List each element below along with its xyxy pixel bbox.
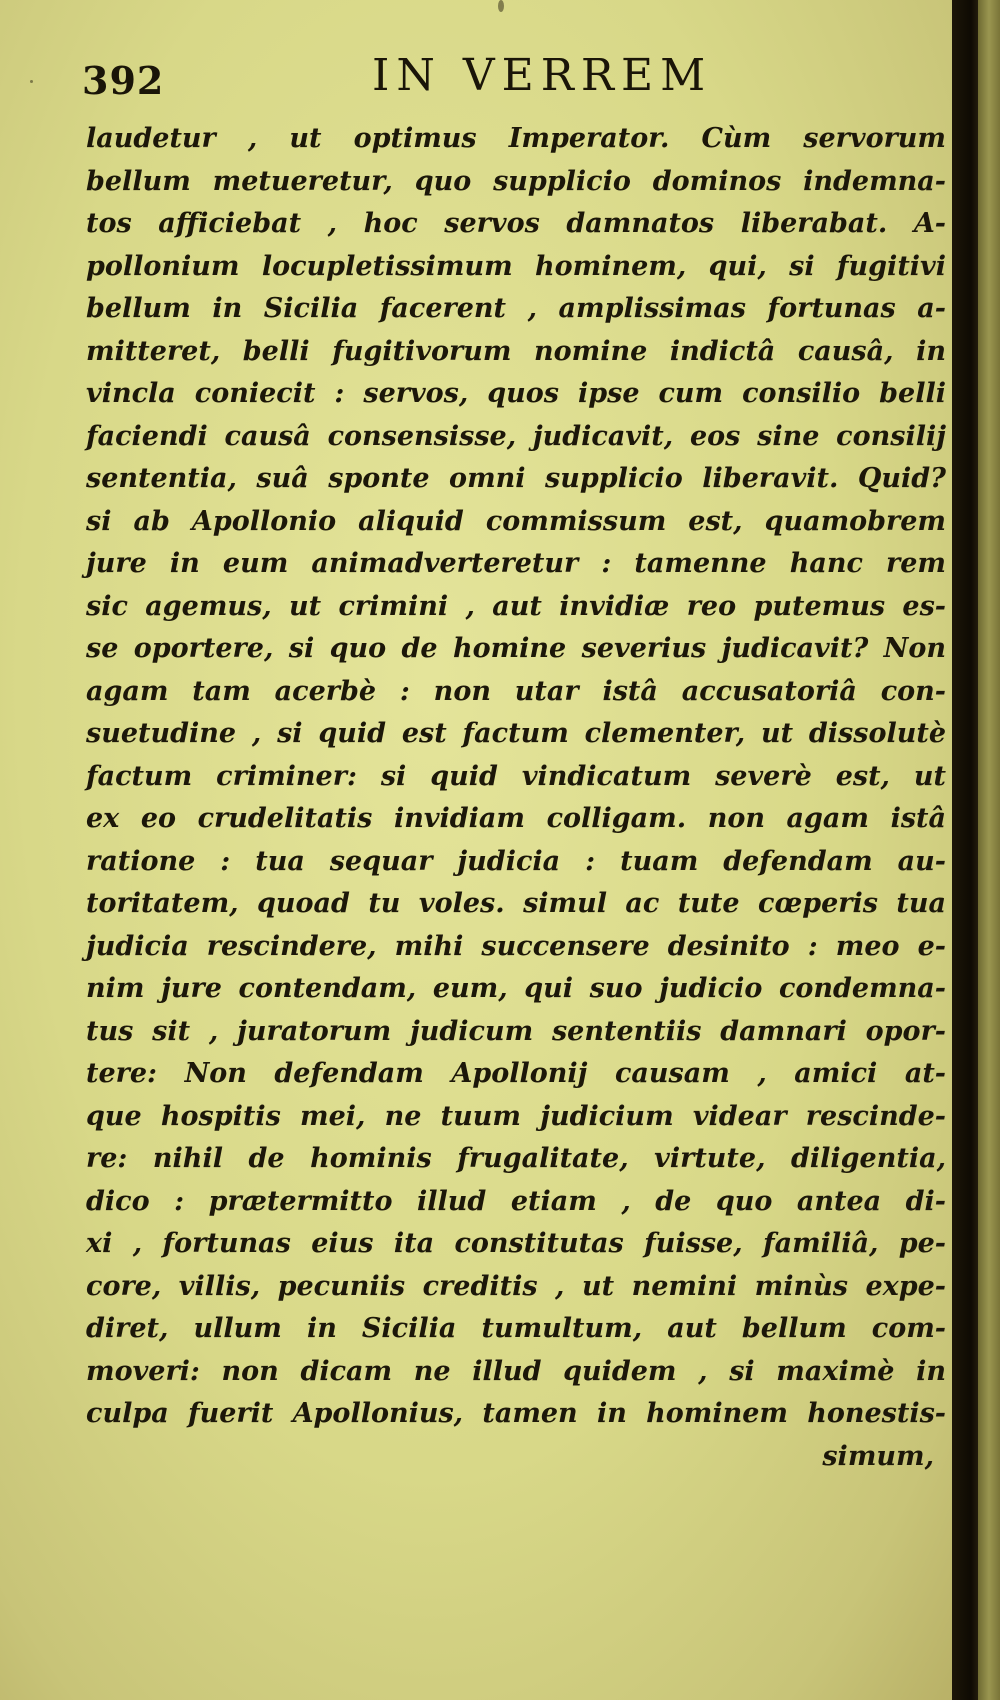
text-line: pollonium locupletissimum hominem, qui, si fugitivi xyxy=(86,250,946,282)
text-line: re: nihil de hominis frugalitate, virtute, diligentia, xyxy=(86,1143,946,1174)
text-line: sic agemus, ut crimini , aut invidiæ reo putemus es- xyxy=(86,590,946,622)
text-line: mitteret, belli fugitivorum nomine indictâ causâ, in xyxy=(86,335,946,367)
text-line: suetudine , si quid est factum clementer, ut dissolutè xyxy=(86,718,946,749)
text-line: toritatem, quoad tu voles. simul ac tute cœperis tua xyxy=(86,888,946,919)
text-line: jure in eum animadverteretur : tamenne hanc rem xyxy=(86,548,946,579)
text-line: tus sit , juratorum judicum sententiis damnari opor- xyxy=(86,1015,946,1047)
text-line: judicia rescindere, mihi succensere desinito : meo e- xyxy=(86,930,946,962)
text-line: core, villis, pecuniis creditis , ut nemini minùs expe- xyxy=(86,1270,946,1302)
ink-speck xyxy=(498,0,504,12)
text-line: se oportere, si quo de homine severius judicavit? Non xyxy=(86,633,946,664)
text-line: tos afficiebat , hoc servos damnatos liberabat. A- xyxy=(86,208,946,239)
text-line: factum criminer: si quid vindicatum severè est, ut xyxy=(86,760,946,792)
text-line: simum, xyxy=(822,1440,934,1472)
text-line: culpa fuerit Apollonius, tamen in hominem honestis- xyxy=(86,1398,946,1429)
text-line: moveri: non dicam ne illud quidem , si maximè in xyxy=(86,1355,946,1387)
text-line: agam tam acerbè : non utar istâ accusatoriâ con- xyxy=(86,675,946,707)
text-line: dico : prætermitto illud etiam , de quo antea di- xyxy=(86,1185,946,1217)
body-text xyxy=(86,118,946,1478)
ink-speck xyxy=(30,80,33,83)
page-header xyxy=(82,48,942,118)
text-line: xi , fortunas eius ita constitutas fuisse, familiâ, pe- xyxy=(86,1228,946,1259)
facing-page-edge xyxy=(978,0,1000,1700)
text-line: ex eo crudelitatis invidiam colligam. non agam istâ xyxy=(86,803,946,834)
text-line: vincla coniecit : servos, quos ipse cum consilio belli xyxy=(86,378,946,409)
text-line: bellum metueretur, quo supplicio dominos indemna- xyxy=(86,165,946,197)
running-head: IN VERREM xyxy=(372,50,713,101)
text-line: bellum in Sicilia facerent , amplissimas fortunas a- xyxy=(86,293,946,324)
page-number: 392 xyxy=(82,58,165,103)
text-line: sententia, suâ sponte omni supplicio liberavit. Quid? xyxy=(86,463,946,494)
text-line: ratione : tua sequar judicia : tuam defendam au- xyxy=(86,845,946,877)
text-line: nim jure contendam, eum, qui suo judicio condemna- xyxy=(86,973,946,1004)
text-line: faciendi causâ consensisse, judicavit, eos sine consilij xyxy=(86,420,946,452)
text-line: laudetur , ut optimus Imperator. Cùm servorum xyxy=(86,123,946,154)
text-line: tere: Non defendam Apollonij causam , amici at- xyxy=(86,1058,946,1089)
text-line: que hospitis mei, ne tuum judicium videar rescinde- xyxy=(86,1100,946,1132)
text-line: si ab Apollonio aliquid commissum est, quamobrem xyxy=(86,505,946,537)
text-line: diret, ullum in Sicilia tumultum, aut bellum com- xyxy=(86,1313,946,1344)
